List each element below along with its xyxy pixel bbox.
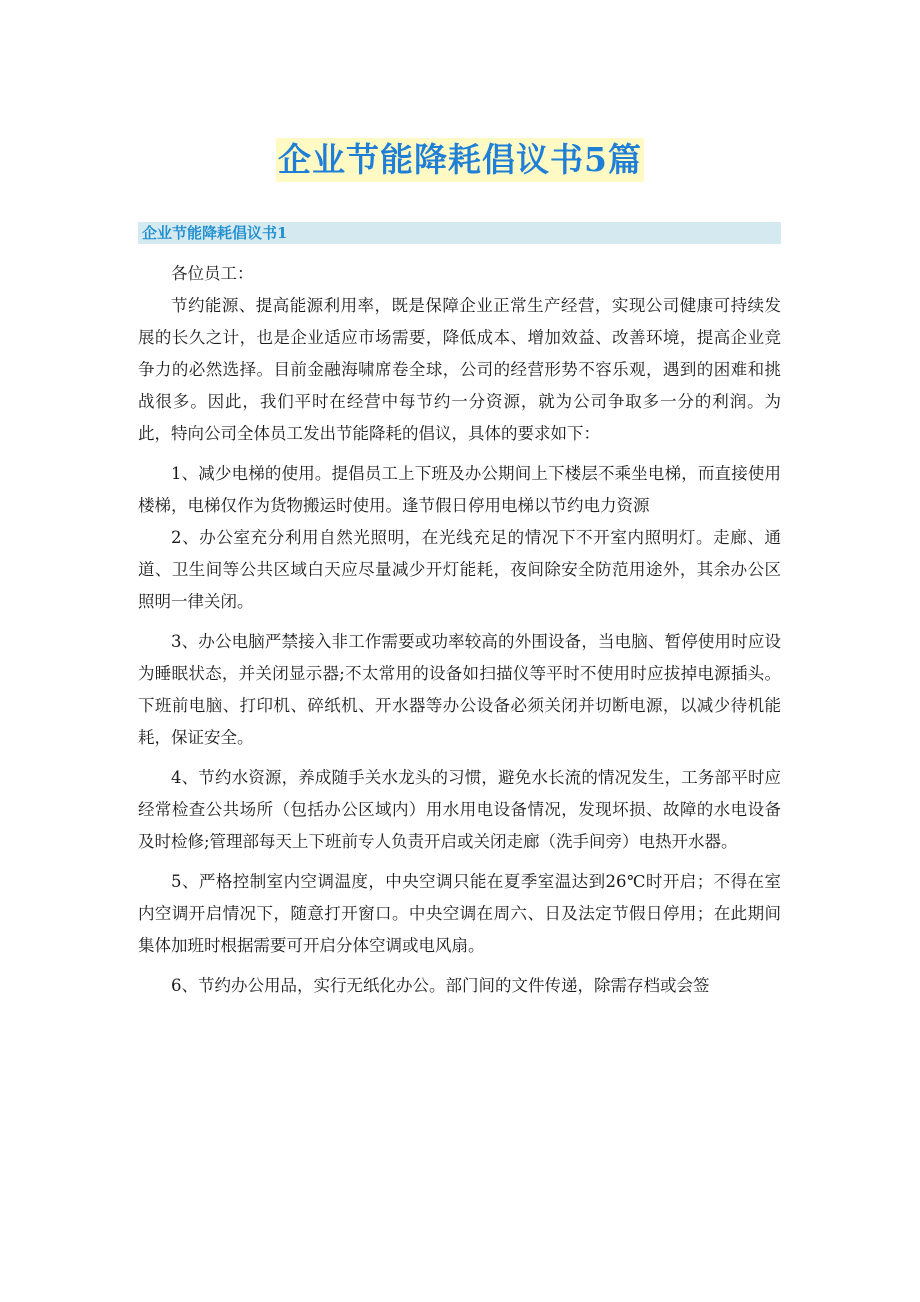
item-paragraph-1: 1、减少电梯的使用。提倡员工上下班及办公期间上下楼层不乘坐电梯，而直接使用楼梯，电梯仅作为货物搬运时使用。逢节假日停用电梯以节约电力资源 <box>138 464 781 515</box>
document-body <box>138 258 781 1010</box>
greeting-paragraph: 各位员工： <box>171 264 254 283</box>
intro-paragraph: 节约能源、提高能源利用率，既是保障企业正常生产经营，实现公司健康可持续发展的长久之计，也是企业适应市场需要，降低成本、增加效益、改善环境，提高企业竞争力的必然选择。目前金融海啸席卷全球，公司的经营形势不容乐观，遇到的困难和挑战很多。因此，我们平时在经营中每节约一分资源，就为公司争取多一分的利润。为此，特向公司全体员工发出节能降耗的倡议，具体的要求如下： <box>138 296 781 443</box>
item-paragraph-4: 4、节约水资源，养成随手关水龙头的习惯，避免水长流的情况发生，工务部平时应经常检查公共场所（包括办公区域内）用水用电设备情况，发现坏损、故障的水电设备及时检修;管理部每天上下班前专人负责开启或关闭走廊（洗手间旁）电热开水器。 <box>138 768 781 851</box>
item-paragraph-2: 2、办公室充分利用自然光照明，在光线充足的情况下不开室内照明灯。走廊、通道、卫生间等公共区域白天应尽量减少开灯能耗，夜间除安全防范用途外，其余办公区照明一律关闭。 <box>138 528 781 611</box>
title-container <box>0 138 920 182</box>
item-paragraph-5: 5、严格控制室内空调温度，中央空调只能在夏季室温达到26℃时开启；不得在室内空调开启情况下，随意打开窗口。中央空调在周六、日及法定节假日停用；在此期间集体加班时根据需要可开启分体空调或电风扇。 <box>138 872 781 955</box>
item-paragraph-6: 6、节约办公用品，实行无纸化办公。部门间的文件传递，除需存档或会签 <box>171 976 710 995</box>
document-title: 企业节能降耗倡议书5篇 <box>276 138 644 182</box>
item-paragraph-3: 3、办公电脑严禁接入非工作需要或功率较高的外围设备，当电脑、暂停使用时应设为睡眠状态，并关闭显示器;不太常用的设备如扫描仪等平时不使用时应拔掉电源插头。下班前电脑、打印机、碎纸机、开水器等办公设备必须关闭并切断电源，以减少待机能耗，保证安全。 <box>138 632 781 747</box>
section-heading: 企业节能降耗倡议书1 <box>142 224 288 242</box>
